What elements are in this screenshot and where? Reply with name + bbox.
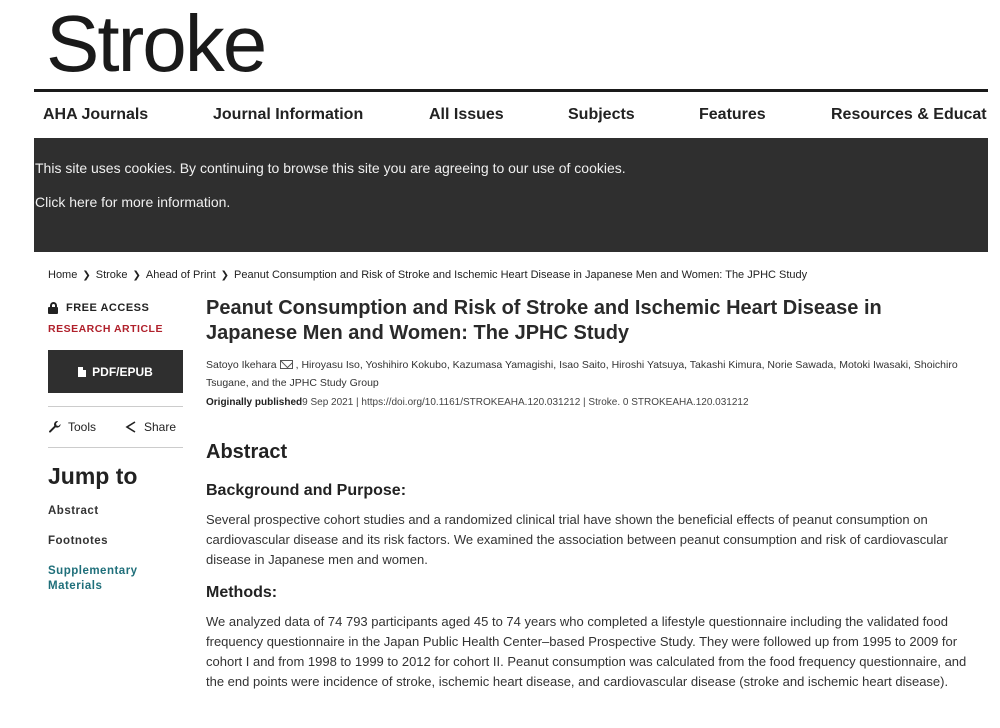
abstract-heading: Abstract <box>206 441 288 463</box>
share-icon <box>124 420 138 434</box>
jump-link-supplementary-materials[interactable] <box>48 564 138 594</box>
breadcrumb-home[interactable]: Home <box>48 269 78 281</box>
header-divider <box>34 89 988 92</box>
published-label: Originally published <box>206 397 303 408</box>
nav-resources-education[interactable]: Resources & Educat <box>831 106 987 123</box>
sidebar-divider <box>48 447 183 448</box>
breadcrumb-current: Peanut Consumption and Risk of Stroke and Ischemic Heart Disease in Japanese Men and Women: The JPHC Study <box>234 269 808 281</box>
nav-all-issues[interactable]: All Issues <box>429 106 504 123</box>
cookie-message: This site uses cookies. By continuing to browse this site you are agreeing to our use of cookies. <box>35 160 626 176</box>
chevron-right-icon: ❯ <box>220 270 230 281</box>
cookie-banner <box>34 138 988 252</box>
breadcrumb <box>48 269 807 281</box>
nav-subjects[interactable]: Subjects <box>568 106 635 123</box>
breadcrumb-ahead-of-print[interactable]: Ahead of Print <box>145 269 216 281</box>
other-authors[interactable]: , Hiroyasu Iso, Yoshihiro Kokubo, Kazumasa Yamagishi, Isao Saito, Hiroshi Yatsuya, Takashi Kimura, Norie Sawada, Motoki Iwasaki, Shoichiro Tsugane, and the JPHC Study Group <box>206 359 958 389</box>
jump-link-line-1: Supplementary <box>48 565 138 577</box>
main-nav <box>0 96 1000 136</box>
email-icon[interactable] <box>280 360 293 369</box>
background-heading: Background and Purpose: <box>206 482 407 499</box>
access-label: FREE ACCESS <box>66 302 150 314</box>
article-title: Peanut Consumption and Risk of Stroke and Ischemic Heart Disease in Japanese Men and Women: The JPHC Study <box>206 297 882 344</box>
tools-button[interactable] <box>48 420 96 434</box>
document-icon <box>78 367 86 377</box>
first-author[interactable]: Satoyo Ikehara <box>206 359 277 371</box>
tools-label: Tools <box>68 420 97 434</box>
author-list <box>206 356 976 392</box>
publication-info <box>206 397 749 408</box>
breadcrumb-stroke[interactable]: Stroke <box>95 269 128 281</box>
share-button[interactable] <box>124 420 176 434</box>
pdf-epub-button[interactable] <box>48 350 183 393</box>
methods-heading: Methods: <box>206 584 278 601</box>
cookie-more-info-link[interactable]: Click here for more information. <box>35 194 231 210</box>
journal-logo[interactable]: Stroke <box>46 0 266 88</box>
access-badge <box>48 302 149 314</box>
jump-link-footnotes[interactable]: Footnotes <box>48 535 109 547</box>
published-details[interactable]: 9 Sep 2021 | https://doi.org/10.1161/STROKEAHA.120.031212 | Stroke. 0 STROKEAHA.120.031212 <box>302 397 749 408</box>
background-text: Several prospective cohort studies and a randomized clinical trial have shown the beneficial effects of peanut consumption on cardiovascular disease and its risk factors. We examined the association between peanut consumption and risk of cardiovascular disease in Japanese men and women. <box>206 512 948 567</box>
jump-link-line-2: Materials <box>48 580 103 592</box>
jump-to-heading: Jump to <box>48 463 138 489</box>
share-label: Share <box>144 420 177 434</box>
sidebar-divider <box>48 406 183 407</box>
jump-link-abstract[interactable]: Abstract <box>48 505 99 517</box>
article-type: RESEARCH ARTICLE <box>48 323 163 335</box>
chevron-right-icon: ❯ <box>132 270 141 281</box>
methods-text: We analyzed data of 74 793 participants aged 45 to 74 years who completed a lifestyle questionnaire including the validated food frequency questionnaire in the Japan Public Health Center–based Prospective Study. They were followed up from 1995 to 2009 for cohort I and from 1998 to 1999 to 2012 for cohort II. Peanut consumption was calculated from the food frequency questionnaire, and the end points were incidence of stroke, ischemic heart disease, and cardiovascular disease (stroke and ischemic heart disease). <box>206 614 967 689</box>
wrench-icon <box>48 420 62 434</box>
pdf-epub-label: PDF/EPUB <box>92 364 153 379</box>
chevron-right-icon: ❯ <box>82 270 91 281</box>
nav-features[interactable]: Features <box>699 106 766 123</box>
nav-aha-journals[interactable]: AHA Journals <box>43 106 149 123</box>
nav-journal-information[interactable]: Journal Information <box>213 106 364 123</box>
unlock-icon <box>48 302 60 314</box>
